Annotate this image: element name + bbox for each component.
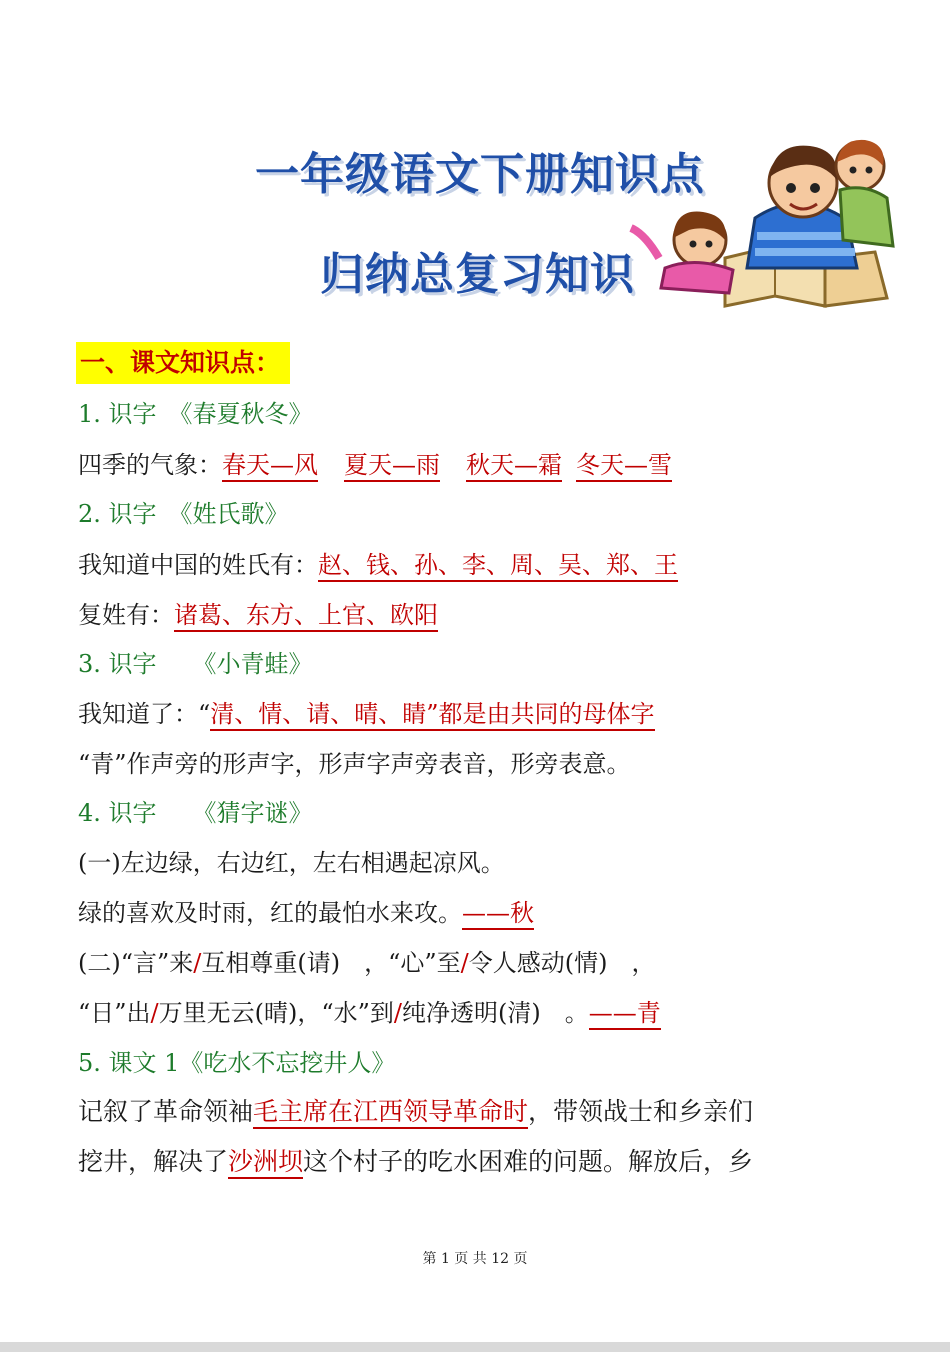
item-1-content [78, 448, 672, 482]
riddle-2-line-1 [78, 946, 655, 980]
riddle-1-line-2 [78, 896, 534, 930]
item-4-title: 4. 识字 《猜字谜》 [78, 799, 313, 827]
riddle-2-part-c: 令人感动(情) ， [468, 949, 656, 977]
item-2-title: 2. 识字 《姓氏歌》 [78, 500, 289, 528]
item-5-line-1 [78, 1095, 753, 1129]
riddle-2-part-e: 万里无云(晴)，“水”到 [158, 999, 394, 1027]
page-title: 一年级语文下册知识点 [255, 149, 705, 200]
item-3-title: 3. 识字 《小青蛙》 [78, 650, 313, 678]
page-footer: 第 1 页 共 12 页 [422, 1251, 528, 1267]
item-5-highlight-1: 毛主席在江西领导革命时 [253, 1097, 528, 1129]
riddle-2-part-a: (二)“言”来 [78, 949, 194, 977]
item-1-title: 1. 识字 《春夏秋冬》 [78, 400, 313, 428]
item-5-text-c: 挖井，解决了 [78, 1147, 229, 1176]
item-5-text-d: 这个村子的吃水困难的问题。解放后，乡 [303, 1147, 754, 1176]
item-5-title: 5. 课文 1《吃水不忘挖井人》 [78, 1049, 396, 1077]
answer-winter: 冬天—雪 [576, 451, 672, 482]
item-5-text-b: ，带领战士和乡亲们 [528, 1097, 754, 1126]
family-reading-book-icon [625, 128, 910, 313]
item-5-line-2 [78, 1145, 753, 1179]
riddle-2-part-d: “日”出 [78, 999, 151, 1027]
riddle-1-line-1: (一)左边绿，右边红，左右相遇起凉风。 [78, 849, 505, 877]
item-2b-content [78, 598, 438, 632]
riddle-2-part-f: 纯净透明(清) 。 [402, 999, 589, 1027]
slash-mark: / [393, 999, 402, 1027]
answer-spring: 春天—风 [222, 451, 318, 482]
item-3-content [78, 697, 655, 731]
item-3-answer: 清、情、请、晴、睛”都是由共同的母体字 [210, 700, 654, 731]
item-2-prefix: 我知道中国的姓氏有： [78, 551, 318, 579]
riddle-1-answer: ——秋 [462, 899, 534, 930]
item-3-prefix: 我知道了：“ [78, 700, 211, 728]
riddle-2-line-2 [78, 996, 661, 1030]
page-subtitle: 归纳总复习知识 [320, 249, 635, 300]
surname-answer: 赵、钱、孙、李、周、吴、郑、王 [318, 551, 678, 582]
answer-autumn: 秋天—霜 [466, 451, 562, 482]
riddle-2-answer: ——青 [589, 999, 661, 1030]
answer-summer: 夏天—雨 [344, 451, 440, 482]
item-2-content [78, 548, 678, 582]
slash-mark: / [460, 949, 469, 977]
slash-mark: / [193, 949, 202, 977]
section-heading: 一、课文知识点： [76, 342, 290, 384]
bottom-strip [0, 1342, 950, 1352]
item-3-continuation: “青”作声旁的形声字，形声字声旁表音，形旁表意。 [78, 750, 631, 778]
riddle-1-text: 绿的喜欢及时雨，红的最怕水来攻。 [78, 899, 462, 927]
item-2b-prefix: 复姓有： [78, 601, 174, 629]
item-5-highlight-2: 沙洲坝 [228, 1147, 303, 1179]
item-1-prefix: 四季的气象： [78, 451, 222, 479]
item-5-text-a: 记叙了革命领袖 [78, 1097, 254, 1126]
compound-surname-answer: 诸葛、东方、上官、欧阳 [174, 601, 438, 632]
slash-mark: / [150, 999, 159, 1027]
riddle-2-part-b: 互相尊重(请) ，“心”至 [201, 949, 461, 977]
